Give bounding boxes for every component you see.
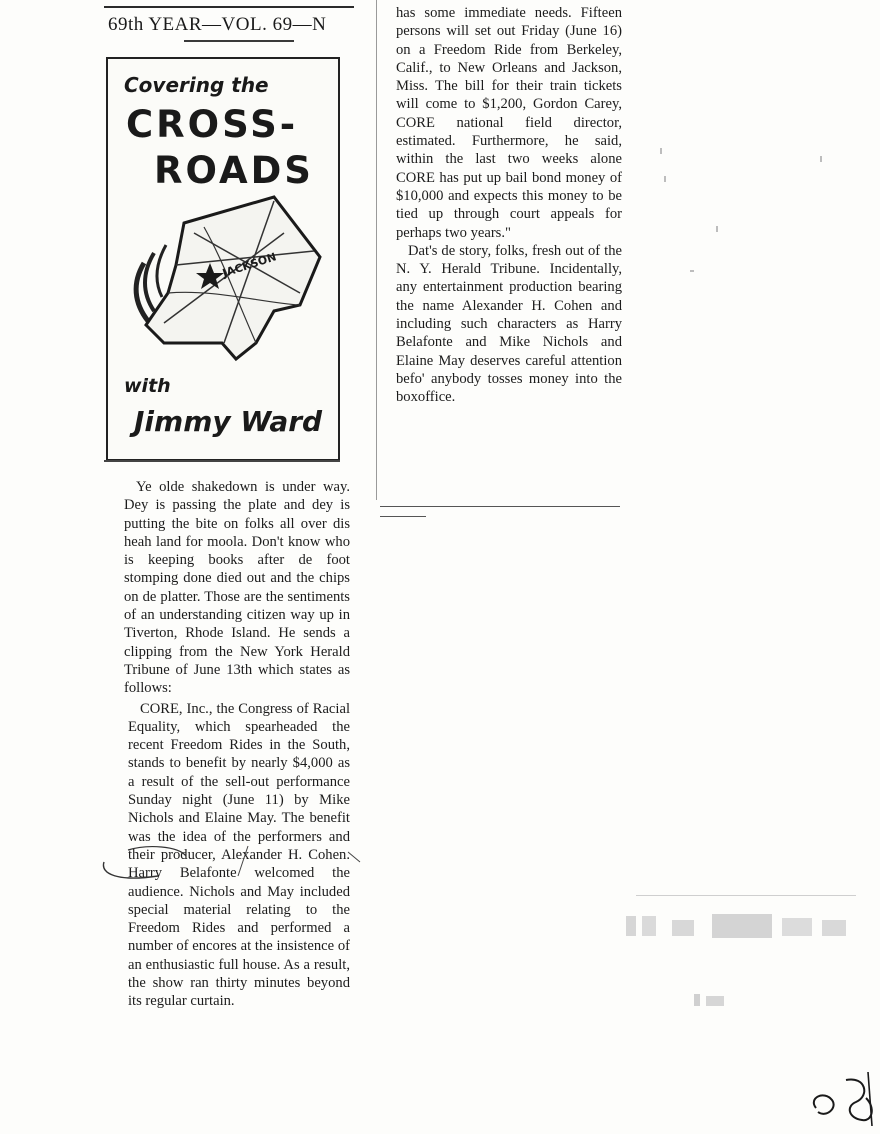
scan-speck [664, 176, 666, 182]
column-header-box [106, 57, 340, 461]
column-header-title-line2: ROADS [154, 149, 314, 192]
scan-speck [716, 226, 718, 232]
article-left-column [124, 478, 350, 1011]
handwritten-annotation [98, 842, 368, 888]
faint-stamp-mark [622, 908, 862, 944]
scan-speck [660, 148, 662, 154]
column-header-covering: Covering the [124, 73, 269, 97]
article-paragraph: has some immediate needs. Fifteen persons will set out Friday (June 16) on a Freedom Ride from Berkeley, Calif., to New Orleans and Jackson, Miss. The bill for their train tickets will come to $1,200, Gordon Carey, CORE national field director, estimated. Furthermore, he said, within the last two weeks alone CORE has put up bail bond money of $10,000 and expects this money to be tied up through court appeals for perhaps two years." [396, 5, 622, 241]
map-city-label: JACKSON [220, 250, 278, 280]
article-right-column [396, 4, 622, 407]
mississippi-map-illustration [124, 193, 324, 363]
masthead-text: 69th YEAR—VOL. 69—N [108, 14, 327, 35]
header-bottom-rule [104, 460, 340, 462]
column-header-author: Jimmy Ward [134, 405, 323, 438]
masthead [104, 0, 354, 46]
column-end-rule [380, 506, 620, 507]
column-header-title-line1: CROSS- [126, 103, 299, 146]
masthead-underline [184, 40, 294, 42]
scan-speck [690, 270, 694, 272]
column-end-rule-short [380, 516, 426, 517]
article-paragraph: Ye olde shakedown is under way. Dey is passing the plate and dey is putting the bite on folks all over dis heah land for moola. Don't know who is keeping books after de foot stomping done died out and the chips on de platter. Those are the sentiments of an understanding citizen way up in Tiverton, Rhode Island. He sends a clipping from the New York Herald Tribune of June 13th which states as follows: [124, 479, 350, 697]
handwritten-scribble [806, 1068, 878, 1128]
masthead-rule [104, 6, 354, 8]
column-divider [376, 0, 377, 500]
faint-rule [636, 895, 856, 896]
scan-speck [820, 156, 822, 162]
article-paragraph: Dat's de story, folks, fresh out of the N. Y. Herald Tribune. Incidentally, any entertainment production bearing the name Alexander H. Cohen and including such characters as Harry Belafonte and Mike Nichols and Elaine May deserves careful attention befo' anybody tosses money into the boxoffice. [396, 242, 622, 406]
faint-small-mark [692, 990, 732, 1010]
article-paragraph: CORE, Inc., the Congress of Racial Equality, which spearheaded the recent Freedom Rides in the South, stands to benefit by nearly $4,000 as a result of the sell-out performance Sunday night (June 11) by Mike Nichols and Elaine May. The benefit was the idea of the performers and their producer, Alexander H. Cohen. Harry Belafonte welcomed the audience. Nichols and May included special material relating to the Freedom Rides and performed a number of encores at the insistence of an enthusiastic full house. As a result, the show ran thirty minutes beyond its regular curtain. [128, 700, 350, 1010]
column-header-with: with [124, 375, 171, 397]
